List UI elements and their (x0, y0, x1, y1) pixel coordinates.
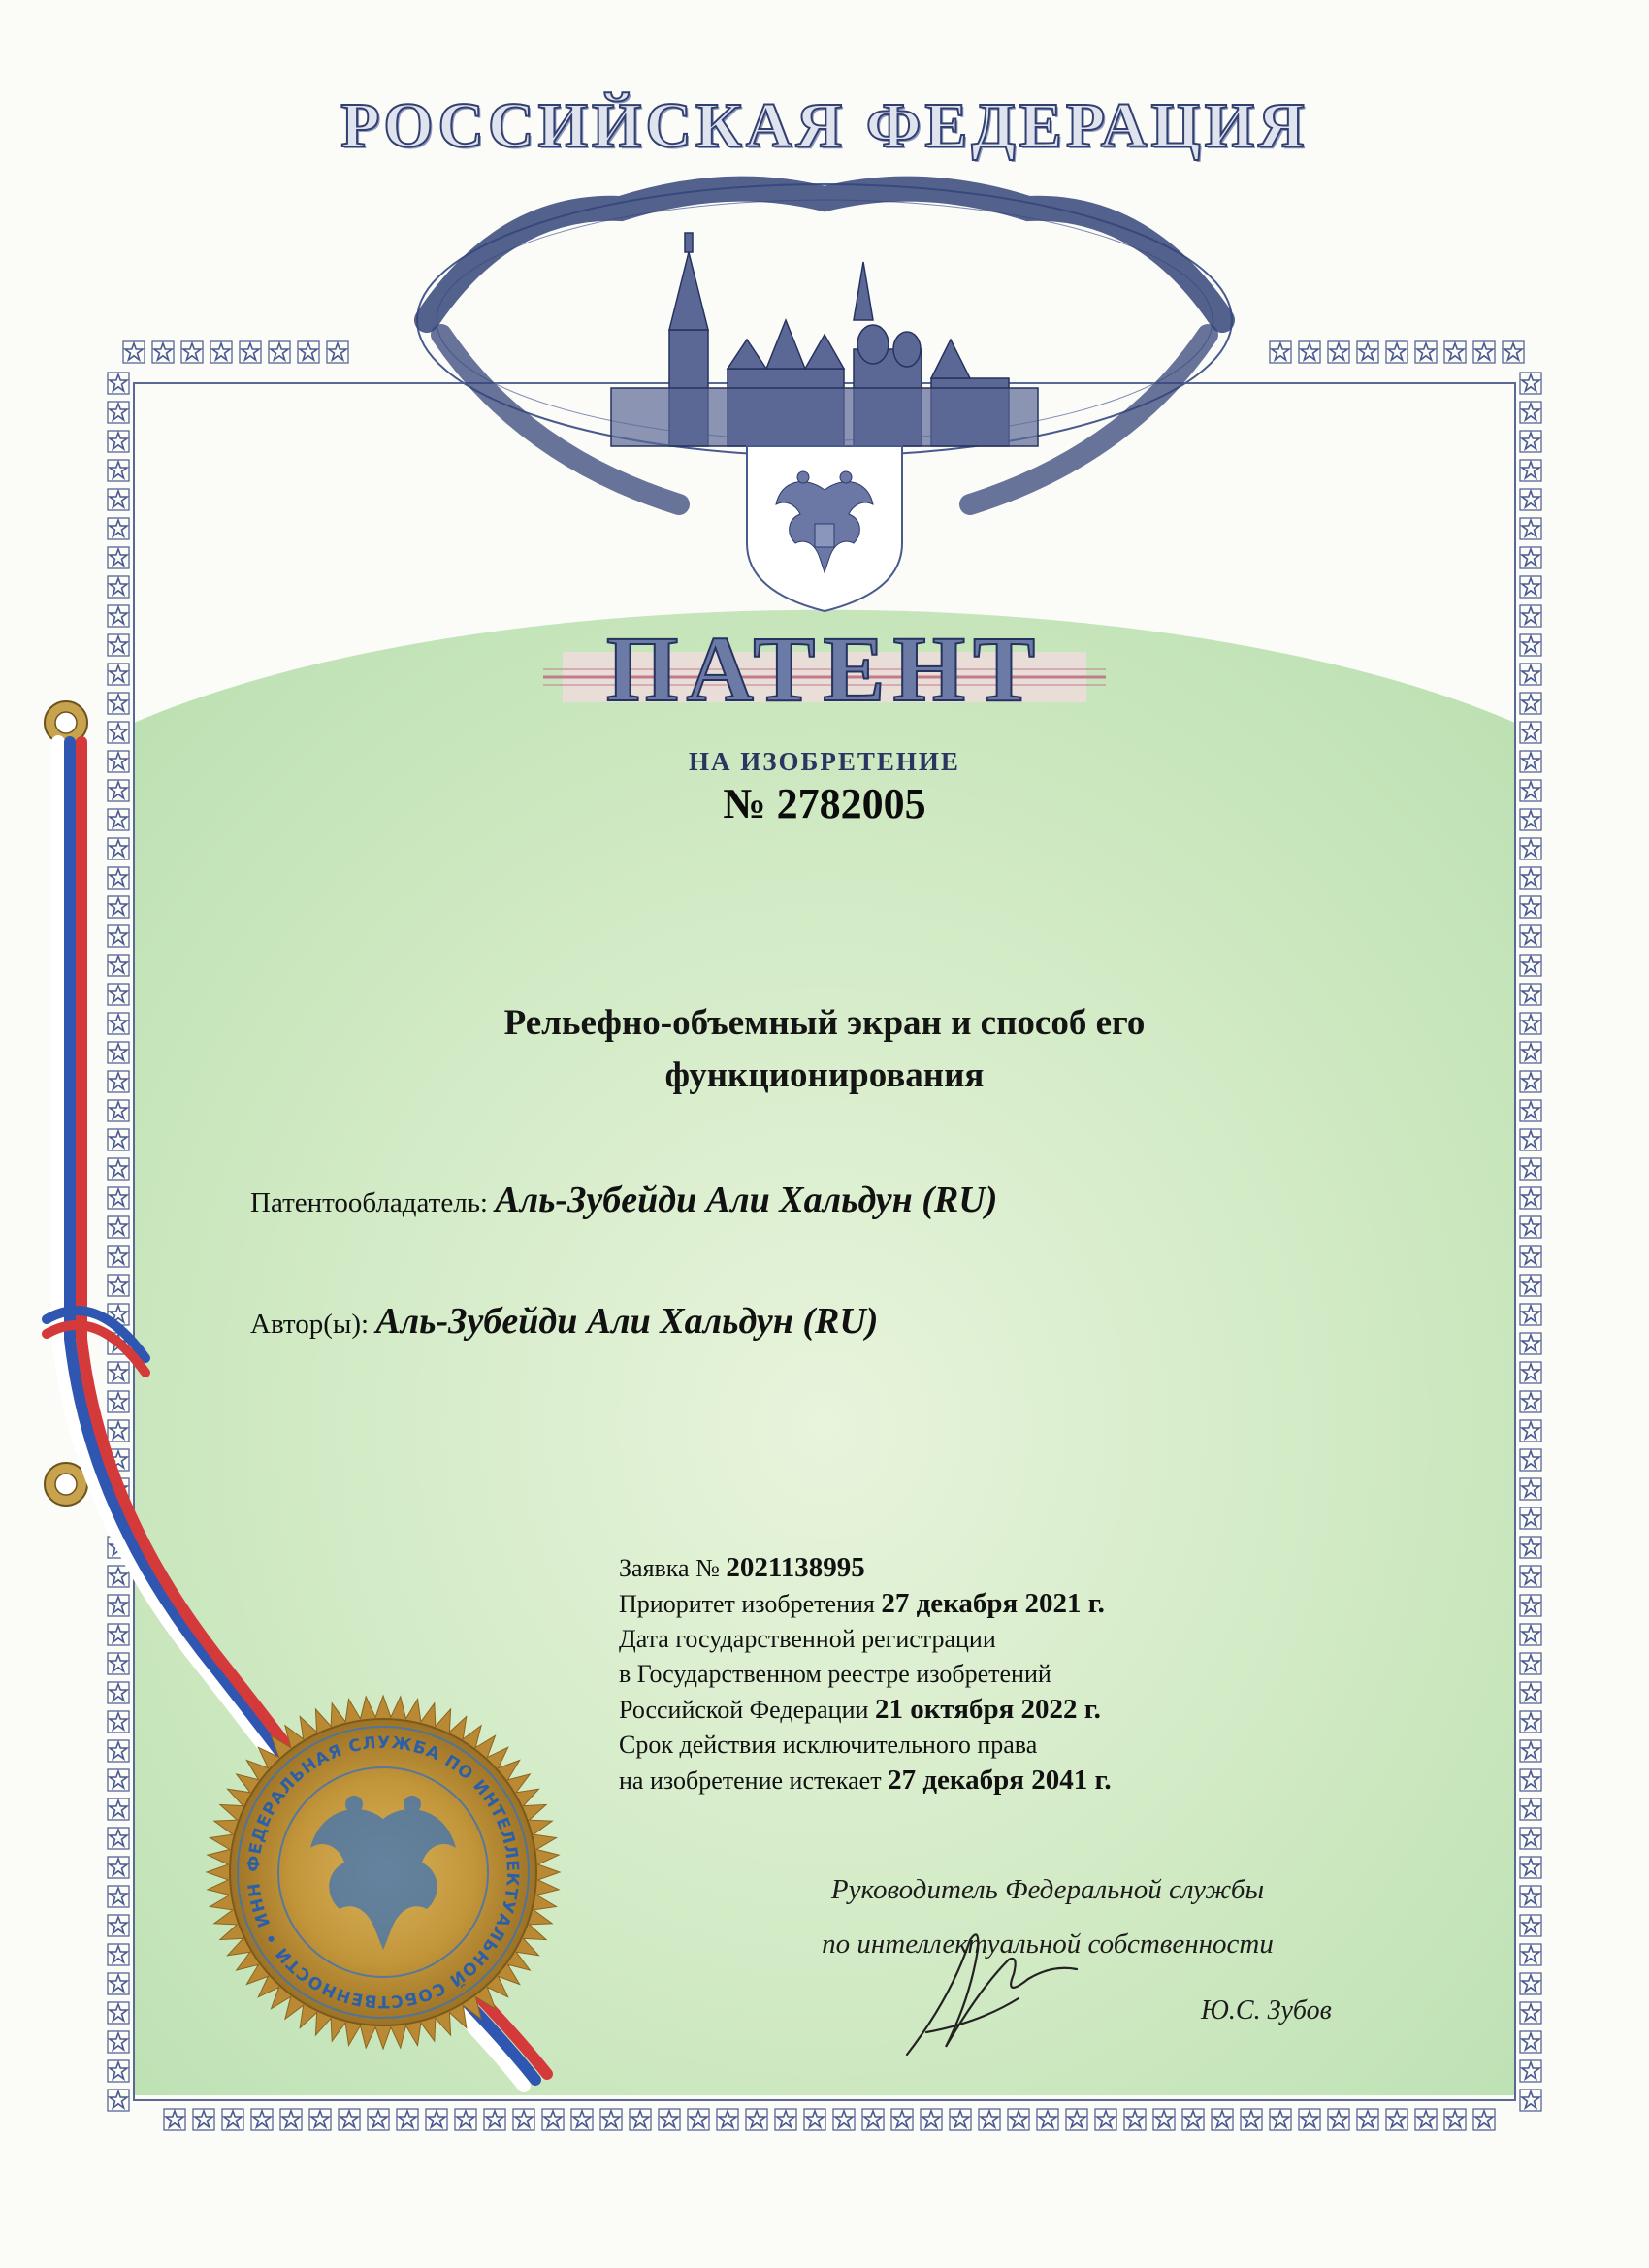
star-ornament-icon (108, 1391, 129, 1412)
star-ornament-icon (1520, 1682, 1541, 1703)
star-ornament-icon (1520, 1886, 1541, 1907)
star-ornament-icon (108, 1915, 129, 1936)
star-ornament-icon (1473, 2109, 1495, 2130)
star-ornament-icon (1520, 373, 1541, 394)
star-ornament-icon (1357, 341, 1378, 363)
star-ornament-icon (1008, 2109, 1029, 2130)
patent-holder-label: Патентообладатель: (250, 1187, 488, 1218)
star-ornament-icon (1415, 2109, 1437, 2130)
star-ornament-icon (1520, 722, 1541, 743)
star-ornament-icon (1520, 489, 1541, 510)
star-ornament-icon (108, 1769, 129, 1791)
star-ornament-icon (152, 341, 174, 363)
author-name: Аль-Зубейди Али Хальдун (RU) (375, 1301, 879, 1342)
star-ornament-icon (108, 838, 129, 859)
star-ornament-icon (108, 1973, 129, 1994)
country-title: РОССИЙСКАЯ ФЕДЕРАЦИЯ (340, 90, 1309, 161)
star-ornament-icon (1520, 1566, 1541, 1587)
star-ornament-icon (950, 2109, 971, 2130)
star-ornament-icon (108, 722, 129, 743)
star-ornament-icon (1520, 1333, 1541, 1354)
star-ornament-icon (717, 2109, 738, 2130)
star-ornament-icon (1520, 460, 1541, 481)
star-ornament-icon (1124, 2109, 1146, 2130)
star-ornament-icon (1520, 1769, 1541, 1791)
star-ornament-icon (1520, 1449, 1541, 1471)
star-ornament-icon (123, 341, 145, 363)
star-ornament-icon (193, 2109, 214, 2130)
star-ornament-icon (659, 2109, 680, 2130)
star-ornament-icon (1299, 2109, 1320, 2130)
grommet-bottom (45, 1463, 87, 1506)
star-ornament-icon (108, 489, 129, 510)
star-ornament-icon (108, 984, 129, 1005)
star-ornament-icon (1520, 1828, 1541, 1849)
star-ornament-icon (455, 2109, 476, 2130)
star-ornament-icon (1520, 867, 1541, 889)
star-ornament-icon (1520, 1013, 1541, 1034)
registration-line-2: в Государственном реестре изобретений (619, 1660, 1051, 1688)
star-ornament-icon (108, 1740, 129, 1762)
star-ornament-icon (688, 2109, 709, 2130)
star-ornament-icon (1299, 341, 1320, 363)
signatory-position (679, 1863, 1416, 1971)
star-ornament-icon (1520, 1158, 1541, 1180)
author-label: Автор(ы): (250, 1309, 370, 1340)
star-ornament-icon (108, 1798, 129, 1820)
priority-line (619, 1586, 1112, 1622)
registration-label: Российской Федерации (619, 1696, 869, 1724)
star-ornament-icon (108, 1129, 129, 1150)
star-ornament-icon (108, 547, 129, 568)
star-ornament-icon (804, 2109, 825, 2130)
star-ornament-icon (298, 341, 319, 363)
priority-label: Приоритет изобретения (619, 1590, 875, 1618)
star-ornament-icon (1520, 1624, 1541, 1645)
priority-date: 27 декабря 2021 г. (881, 1588, 1105, 1619)
star-ornament-icon (746, 2109, 767, 2130)
invention-title-line-1: Рельефно-объемный экран и способ его (503, 1003, 1146, 1043)
star-ornament-icon (1444, 341, 1466, 363)
star-ornament-icon (368, 2109, 389, 2130)
star-ornament-icon (108, 1624, 129, 1645)
star-ornament-icon (1386, 341, 1407, 363)
star-ornament-icon (1520, 1246, 1541, 1267)
star-ornament-icon (210, 341, 232, 363)
registration-details (619, 1550, 1112, 1798)
star-ornament-icon (108, 955, 129, 976)
star-ornament-icon (108, 460, 129, 481)
star-ornament-icon (339, 2109, 360, 2130)
registration-date: 21 октября 2022 г. (874, 1694, 1101, 1725)
application-number: 2021138995 (726, 1552, 865, 1583)
star-ornament-icon (1520, 1595, 1541, 1616)
patent-holder-name: Аль-Зубейди Али Хальдун (RU) (495, 1180, 998, 1220)
star-ornament-icon (108, 1042, 129, 1063)
star-ornament-icon (513, 2109, 534, 2130)
star-ornament-icon (108, 1653, 129, 1674)
signatory-position-line-2: по интеллектуальной собственности (822, 1928, 1274, 1960)
star-ornament-icon (1241, 2109, 1262, 2130)
star-ornament-icon (269, 341, 290, 363)
star-ornament-icon (108, 1362, 129, 1383)
star-ornament-icon (1520, 1798, 1541, 1820)
star-ornament-icon (1520, 925, 1541, 947)
star-ornament-icon (108, 1711, 129, 1733)
star-ornament-icon (397, 2109, 418, 2130)
star-ornament-icon (108, 1275, 129, 1296)
star-ornament-icon (108, 1566, 129, 1587)
star-ornament-icon (1520, 1129, 1541, 1150)
star-ornament-icon (1503, 341, 1524, 363)
term-date-line (619, 1763, 1112, 1798)
star-ornament-icon (1270, 2109, 1291, 2130)
star-ornament-icon (1357, 2109, 1378, 2130)
star-ornament-icon (108, 896, 129, 918)
star-ornament-icon (1095, 2109, 1116, 2130)
star-ornament-icon (1520, 576, 1541, 598)
star-ornament-icon (240, 341, 261, 363)
star-ornament-icon (1415, 341, 1437, 363)
star-ornament-icon (862, 2109, 884, 2130)
star-ornament-icon (222, 2109, 243, 2130)
star-ornament-icon (108, 1158, 129, 1180)
star-ornament-icon (1328, 341, 1349, 363)
signer-name: Ю.С. Зубов (1201, 1995, 1332, 2025)
star-ornament-icon (1520, 1275, 1541, 1296)
star-ornament-icon (1520, 1042, 1541, 1063)
star-ornament-icon (1520, 1653, 1541, 1674)
star-ornament-icon (108, 1595, 129, 1616)
star-ornament-icon (164, 2109, 185, 2130)
star-ornament-icon (108, 1944, 129, 1965)
star-ornament-icon (108, 402, 129, 423)
star-ornament-icon (426, 2109, 447, 2130)
star-ornament-icon (1520, 1391, 1541, 1412)
kremlin-wreath-emblem (417, 184, 1232, 611)
star-ornament-icon (108, 1071, 129, 1092)
patent-holder (250, 1179, 997, 1221)
star-ornament-icon (1520, 1857, 1541, 1878)
star-ornament-icon (1386, 2109, 1407, 2130)
star-ornament-icon (108, 431, 129, 452)
star-ornament-icon (833, 2109, 855, 2130)
star-ornament-icon (1520, 1100, 1541, 1121)
author (250, 1300, 878, 1343)
application-label: Заявка № (619, 1554, 720, 1582)
star-ornament-icon (921, 2109, 942, 2130)
star-ornament-icon (1520, 838, 1541, 859)
star-ornament-icon (108, 1420, 129, 1442)
term-label: на изобретение истекает (619, 1766, 882, 1795)
signatory-position-line-1: Руководитель Федеральной службы (830, 1874, 1265, 1905)
star-ornament-icon (108, 1246, 129, 1267)
star-ornament-icon (1520, 1711, 1541, 1733)
star-ornament-icon (775, 2109, 796, 2130)
star-ornament-icon (108, 1013, 129, 1034)
star-ornament-icon (1444, 2109, 1466, 2130)
star-ornament-icon (1520, 1304, 1541, 1325)
star-ornament-icon (1520, 896, 1541, 918)
star-ornament-icon (891, 2109, 913, 2130)
star-ornament-icon (1212, 2109, 1233, 2130)
star-ornament-icon (979, 2109, 1000, 2130)
star-ornament-icon (1270, 341, 1291, 363)
invention-title (242, 997, 1406, 1102)
star-ornament-icon (1153, 2109, 1175, 2130)
star-ornament-icon (1520, 1362, 1541, 1383)
registration-line-1: Дата государственной регистрации (619, 1625, 996, 1653)
star-ornament-icon (108, 2090, 129, 2111)
star-ornament-icon (1520, 431, 1541, 452)
star-ornament-icon (327, 341, 348, 363)
star-ornament-icon (1520, 1537, 1541, 1558)
star-ornament-icon (1520, 1944, 1541, 1965)
star-ornament-icon (108, 1857, 129, 1878)
star-ornament-icon (1520, 1740, 1541, 1762)
star-ornament-icon (1066, 2109, 1087, 2130)
star-ornament-icon (1182, 2109, 1204, 2130)
star-ornament-icon (1520, 1507, 1541, 1529)
star-ornament-icon (571, 2109, 593, 2130)
star-ornament-icon (108, 1187, 129, 1209)
star-ornament-icon (108, 1216, 129, 1238)
star-ornament-icon (1520, 547, 1541, 568)
star-ornament-icon (108, 2031, 129, 2053)
star-ornament-icon (1473, 341, 1495, 363)
star-ornament-icon (108, 867, 129, 889)
star-ornament-icon (108, 1100, 129, 1121)
star-ornament-icon (108, 1886, 129, 1907)
star-ornament-icon (600, 2109, 622, 2130)
star-ornament-icon (1520, 2002, 1541, 2024)
patent-number: № 2782005 (723, 780, 926, 827)
registration-date-line (619, 1692, 1112, 1728)
star-ornament-icon (108, 1828, 129, 1849)
star-ornament-icon (108, 2060, 129, 2082)
star-ornament-icon (108, 2002, 129, 2024)
document-type: ПАТЕНТ (605, 617, 1044, 721)
star-ornament-icon (108, 1682, 129, 1703)
star-ornament-icon (108, 518, 129, 539)
star-ornament-icon (1520, 518, 1541, 539)
term-date: 27 декабря 2041 г. (888, 1765, 1112, 1796)
star-ornament-icon (280, 2109, 302, 2130)
star-ornament-icon (1520, 1420, 1541, 1442)
star-ornament-icon (1037, 2109, 1058, 2130)
star-ornament-icon (1520, 2031, 1541, 2053)
star-ornament-icon (1520, 1478, 1541, 1500)
star-ornament-icon (251, 2109, 273, 2130)
star-ornament-icon (1520, 955, 1541, 976)
term-line-1: Срок действия исключительного права (619, 1731, 1038, 1759)
star-ornament-icon (108, 373, 129, 394)
star-ornament-icon (1520, 1071, 1541, 1092)
star-ornament-icon (1520, 1216, 1541, 1238)
application-line (619, 1550, 1112, 1586)
star-ornament-icon (630, 2109, 651, 2130)
star-ornament-icon (484, 2109, 505, 2130)
seal-ring-text: ФЕДЕРАЛЬНАЯ СЛУЖБА ПО ИНТЕЛЛЕКТУАЛЬНОЙ СОБСТВЕННОСТИ • ИНН (243, 1733, 523, 2012)
official-seal (207, 1696, 560, 2049)
star-ornament-icon (309, 2109, 331, 2130)
star-ornament-icon (1328, 2109, 1349, 2130)
star-ornament-icon (542, 2109, 564, 2130)
star-ornament-icon (108, 576, 129, 598)
star-ornament-icon (181, 341, 203, 363)
document-subtype: НА ИЗОБРЕТЕНИЕ (689, 747, 960, 776)
star-ornament-icon (108, 925, 129, 947)
star-ornament-icon (1520, 402, 1541, 423)
star-ornament-icon (1520, 1915, 1541, 1936)
star-ornament-icon (1520, 1187, 1541, 1209)
star-ornament-icon (1520, 984, 1541, 1005)
star-ornament-icon (1520, 2060, 1541, 2082)
star-ornament-icon (1520, 1973, 1541, 1994)
star-ornament-icon (1520, 2090, 1541, 2111)
invention-title-line-2: функционирования (664, 1055, 985, 1095)
